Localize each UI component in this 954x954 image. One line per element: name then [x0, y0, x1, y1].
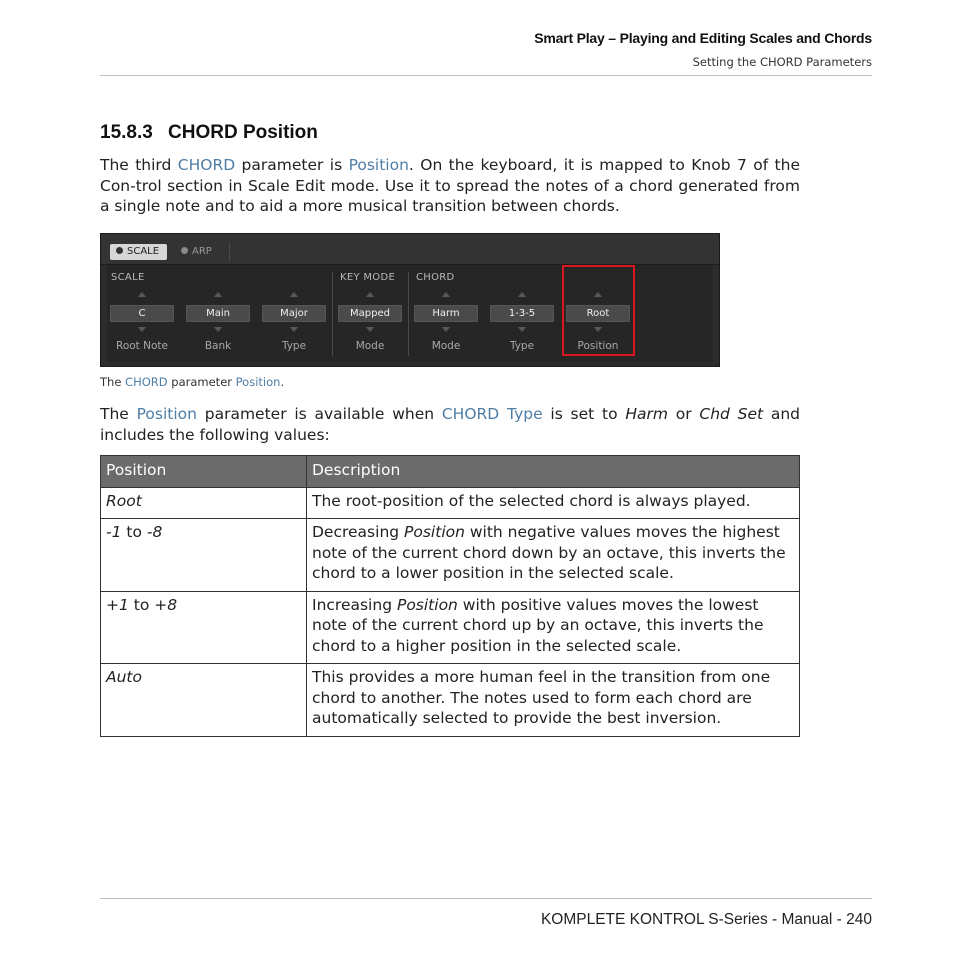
control-value[interactable]: Mapped [338, 305, 402, 322]
scale-chord-panel-screenshot [100, 233, 720, 367]
text: Increasing [312, 595, 397, 614]
arrow-up-icon[interactable] [442, 292, 450, 297]
text: to [128, 595, 155, 614]
control-value[interactable]: Root [566, 305, 630, 322]
position-value: +8 [154, 595, 178, 614]
position-highlight-box [562, 265, 635, 356]
control-label: Bank [204, 340, 232, 352]
tab-scale[interactable] [110, 244, 167, 260]
text: The root-position of the selected chord is always played. [312, 491, 751, 510]
position-value: -1 [106, 523, 122, 541]
arp-dot-icon [181, 247, 188, 254]
table-row [101, 664, 800, 737]
scale-dot-icon [116, 247, 123, 254]
value-harm: Harm [625, 405, 668, 423]
arrow-down-icon[interactable] [214, 327, 222, 332]
position-cell [101, 591, 307, 664]
link-chord[interactable]: CHORD [125, 375, 168, 389]
arrow-down-icon[interactable] [442, 327, 450, 332]
footer-rule [100, 898, 872, 899]
text: with positive values moves the lowest note of the current chord up by an octave, this inverts the chord to a higher position in the selected scale. [312, 595, 764, 655]
position-cell [101, 519, 307, 592]
table-header-row [101, 456, 800, 488]
description-cell [307, 664, 800, 737]
tab-arp-label: ARP [192, 246, 212, 257]
text: parameter is [235, 156, 349, 174]
text: This provides a more human feel in the transition from one chord to another. The notes used to form each chord are automatically selected to provide the best inversion. [312, 668, 771, 727]
arrow-down-icon[interactable] [290, 327, 298, 332]
group-label-scale: SCALE [111, 272, 145, 283]
link-position[interactable]: Position [136, 405, 197, 423]
link-chord-type[interactable]: CHORD Type [441, 405, 543, 423]
intro-paragraph [100, 155, 800, 217]
chapter-title: Smart Play – Playing and Editing Scales and Chords [534, 30, 872, 46]
control-value[interactable]: Harm [414, 305, 478, 322]
description-cell [307, 487, 800, 519]
control-label: Type [509, 340, 535, 352]
control-value[interactable]: Main [186, 305, 250, 322]
tab-scale-label: SCALE [127, 246, 160, 257]
column-header-position: Position [101, 456, 307, 488]
table-row [101, 487, 800, 519]
text: parameter [167, 375, 236, 389]
text: to [121, 523, 147, 541]
text: with negative values moves the highest note of the current chord down by an octave, this inverts the chord to a lower position in the selected scale. [312, 523, 786, 582]
position-value: Auto [106, 668, 142, 686]
group-label-key-mode: KEY MODE [340, 272, 396, 283]
header-rule [100, 75, 872, 76]
tab-arp[interactable] [181, 244, 212, 260]
text: The third [100, 156, 178, 174]
text: Position [404, 523, 465, 541]
page-footer: KOMPLETE KONTROL S-Series - Manual - 240 [540, 911, 872, 928]
arrow-up-icon[interactable] [214, 292, 222, 297]
text: is set to [542, 405, 626, 423]
control-value[interactable]: Major [262, 305, 326, 322]
section-subtitle: Setting the CHORD Parameters [692, 55, 872, 69]
value-chd-set: Chd Set [699, 405, 764, 423]
description-cell [307, 591, 800, 664]
figure-caption [100, 375, 284, 389]
text: Position [396, 595, 458, 614]
text: and includes the following values: [100, 405, 801, 444]
arrow-down-icon[interactable] [518, 327, 526, 332]
group-label-chord: CHORD [416, 272, 455, 283]
text: Decreasing [312, 523, 405, 541]
arrow-down-icon[interactable] [366, 327, 374, 332]
table-row [101, 519, 800, 592]
position-value: -8 [146, 523, 163, 541]
section-heading [100, 122, 318, 144]
text: The [100, 375, 126, 389]
control-label: Root Note [116, 340, 168, 352]
link-position[interactable]: Position [348, 156, 409, 174]
link-position[interactable]: Position [235, 375, 281, 389]
text: . On the keyboard, it is mapped to Knob 7 of the Con-trol section in Scale Edit mode. Use it to spread the notes of a chord generated from a single note and to aid a more musical transition between chords. [100, 156, 800, 215]
link-chord[interactable]: CHORD [177, 156, 236, 174]
arrow-down-icon[interactable] [138, 327, 146, 332]
section-title: CHORD Position [168, 122, 318, 143]
tab-divider [229, 242, 230, 262]
availability-paragraph [100, 404, 800, 445]
panel-tabbar [101, 234, 719, 265]
text: parameter is available when [196, 405, 442, 423]
table-row [101, 591, 800, 664]
control-label: Mode [355, 340, 385, 352]
position-value: +1 [106, 595, 129, 614]
position-cell [101, 487, 307, 519]
arrow-up-icon[interactable] [290, 292, 298, 297]
arrow-up-icon[interactable] [518, 292, 526, 297]
position-cell [101, 664, 307, 737]
control-label: Mode [431, 340, 461, 352]
control-label: Type [281, 340, 307, 352]
position-values-table [100, 455, 800, 737]
section-number: 15.8.3 [100, 122, 153, 143]
text: or [667, 405, 700, 423]
arrow-up-icon[interactable] [366, 292, 374, 297]
description-cell [307, 519, 800, 592]
control-label: Position [577, 340, 619, 352]
position-value: Root [106, 491, 142, 510]
control-value[interactable]: 1-3-5 [490, 305, 554, 322]
column-header-description: Description [307, 456, 800, 488]
arrow-up-icon[interactable] [138, 292, 146, 297]
text: . [280, 375, 285, 389]
text: The [100, 405, 137, 423]
control-value[interactable]: C [110, 305, 174, 322]
